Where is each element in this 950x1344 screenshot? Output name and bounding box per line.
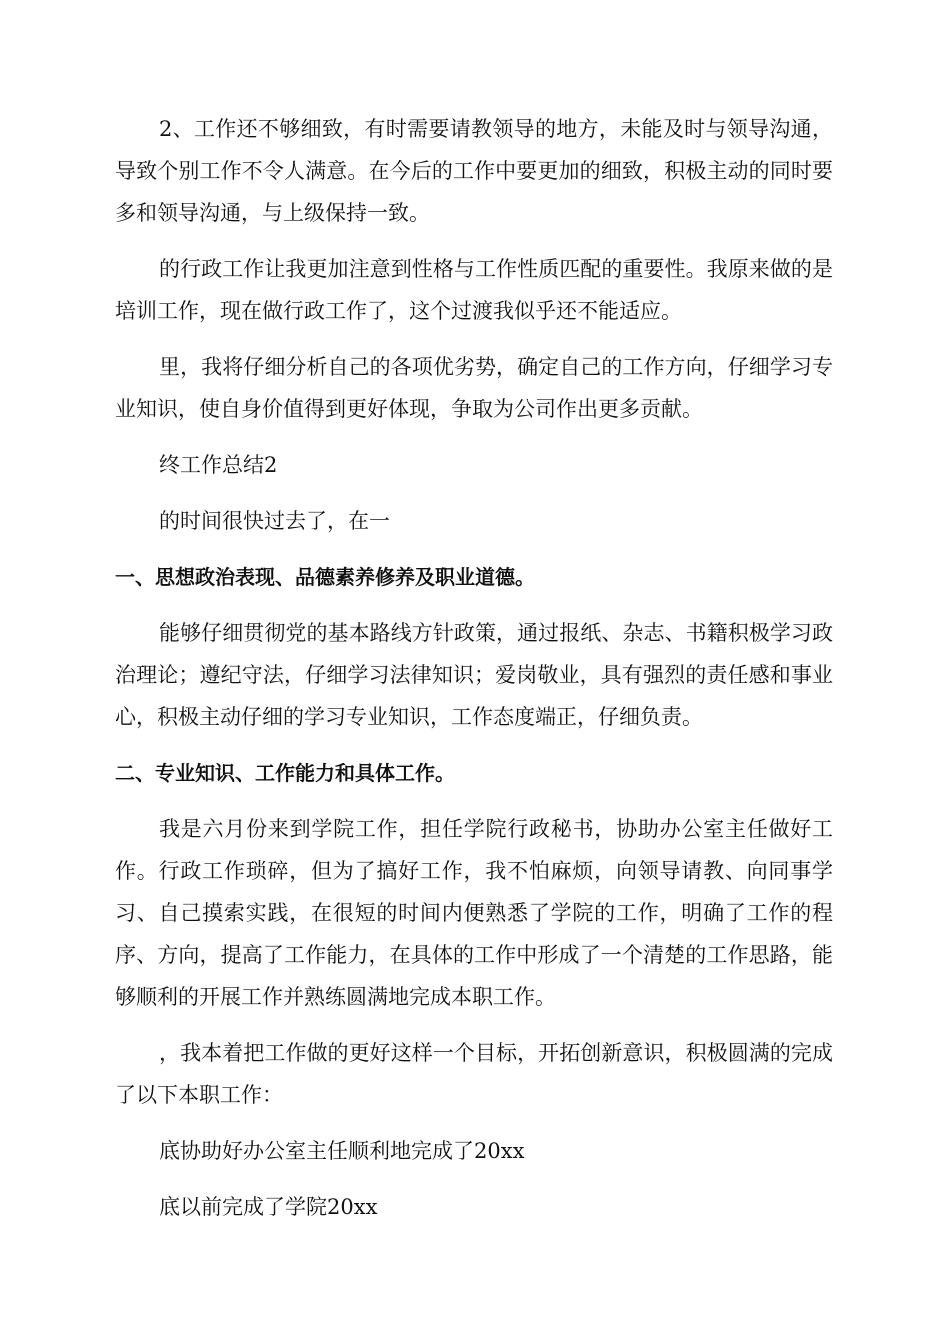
paragraph: 底协助好办公室主任顺利地完成了20xx [159, 1139, 525, 1163]
section-title: 终工作总结2 [159, 453, 278, 477]
paragraph: 的时间很快过去了，在一 [159, 509, 390, 533]
heading-1: 一、思想政治表现、品德素养修养及职业道德。 [115, 565, 535, 589]
document-body [115, 108, 833, 1242]
paragraph: ，我本着把工作做的更好这样一个目标，开拓创新意识，积极圆满的完成了以下本职工作： [115, 1041, 833, 1107]
paragraph: 里，我将仔细分析自己的各项优劣势，确定自己的工作方向，仔细学习专业知识，使自身价值得到更好体现，争取为公司作出更多贡献。 [115, 355, 833, 421]
paragraph: 我是六月份来到学院工作，担任学院行政秘书，协助办公室主任做好工作。行政工作琐碎，但为了搞好工作，我不怕麻烦，向领导请教、向同事学习、自己摸索实践，在很短的时间内便熟悉了学院的工作，明确了工作的程序、方向，提高了工作能力，在具体的工作中形成了一个清楚的工作思路，能够顺利的开展工作并熟练圆满地完成本职工作。 [115, 817, 833, 1009]
paragraph: 底以前完成了学院20xx [159, 1195, 378, 1219]
paragraph: 的行政工作让我更加注意到性格与工作性质匹配的重要性。我原来做的是培训工作，现在做行政工作了，这个过渡我似乎还不能适应。 [115, 257, 833, 323]
paragraph: 能够仔细贯彻党的基本路线方针政策，通过报纸、杂志、书籍积极学习政治理论；遵纪守法，仔细学习法律知识；爱岗敬业，具有强烈的责任感和事业心，积极主动仔细的学习专业知识，工作态度端正，仔细负责。 [115, 621, 833, 729]
heading-2: 二、专业知识、工作能力和具体工作。 [115, 761, 455, 785]
paragraph: 2、工作还不够细致，有时需要请教领导的地方，未能及时与领导沟通，导致个别工作不令人满意。在今后的工作中要更加的细致，积极主动的同时要多和领导沟通，与上级保持一致。 [115, 117, 833, 225]
